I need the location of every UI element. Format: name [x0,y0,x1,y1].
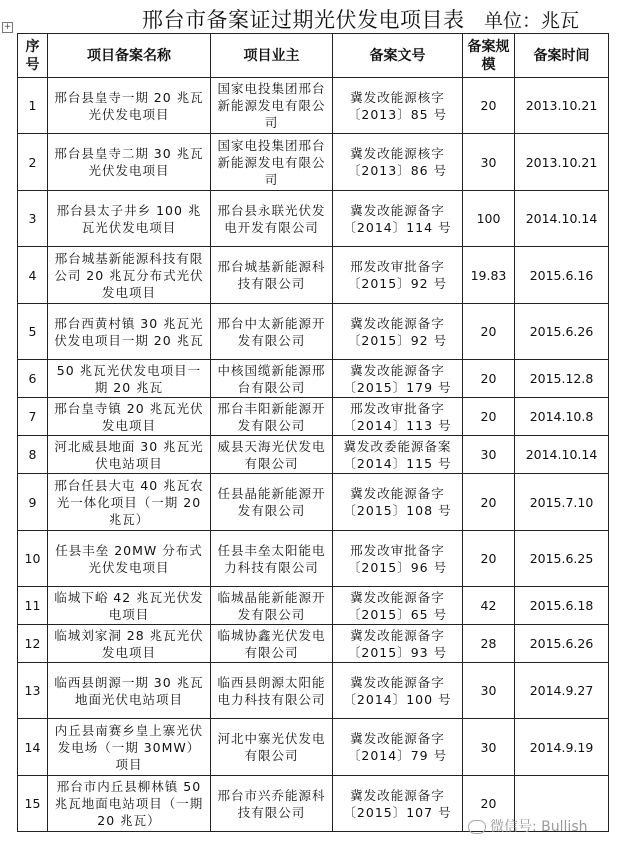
table-row [18,191,609,247]
page-title: 邢台市备案证过期光伏发电项目表 [142,8,465,32]
cell-doc: 冀发改能源备字〔2015〕108 号 [333,474,463,531]
cell-name: 内丘县南赛乡皇上寨光伏发电场（一期 30MW）项目 [48,719,211,776]
table-row [18,625,609,663]
cell-scale: 20 [463,78,515,134]
cell-doc: 冀发改能源备字〔2015〕65 号 [333,587,463,625]
cell-name: 邢台县太子井乡 100 兆瓦光伏发电项目 [48,191,211,247]
cell-owner: 任县晶能新能源开发有限公司 [211,474,333,531]
cell-name: 邢台市内丘县柳林镇 50 兆瓦地面电站项目（一期 20 兆瓦） [48,776,211,832]
table-row [18,304,609,360]
cell-date: 2015.6.18 [515,587,609,625]
cell-scale: 30 [463,719,515,776]
cell-name: 任县丰垒 20MW 分布式光伏发电项目 [48,531,211,587]
cell-name: 邢台西黄村镇 30 兆瓦光伏发电项目一期 20 兆瓦 [48,304,211,360]
cell-seq: 7 [18,398,48,436]
cell-scale: 20 [463,531,515,587]
cell-date: 2015.6.26 [515,304,609,360]
cell-owner: 邢台市兴乔能源科技有限公司 [211,776,333,832]
cell-seq: 5 [18,304,48,360]
cell-name: 邢台县皇寺二期 30 兆瓦光伏发电项目 [48,134,211,191]
table-row [18,531,609,587]
cell-date: 2014.10.8 [515,398,609,436]
cell-owner: 河北中寨光伏发电有限公司 [211,719,333,776]
cell-scale: 20 [463,398,515,436]
cell-date: 2014.9.19 [515,719,609,776]
cell-doc: 冀发改能源备字〔2015〕179 号 [333,360,463,398]
cell-owner: 邢台中太新能源开发有限公司 [211,304,333,360]
cell-doc: 冀发改能源备字〔2014〕79 号 [333,719,463,776]
cell-seq: 1 [18,78,48,134]
cell-owner: 临城协鑫光伏发电有限公司 [211,625,333,663]
cell-date: 2013.10.21 [515,78,609,134]
cell-owner: 任县丰垒太阳能电力科技有限公司 [211,531,333,587]
table-row [18,663,609,719]
cell-seq: 10 [18,531,48,587]
cell-doc: 冀发改能源备字〔2014〕114 号 [333,191,463,247]
cell-date: 2015.6.16 [515,247,609,304]
cell-owner: 临城晶能新能源开发有限公司 [211,587,333,625]
cell-date: 2013.10.21 [515,134,609,191]
cell-scale: 30 [463,134,515,191]
cell-doc: 冀发改能源备字〔2014〕100 号 [333,663,463,719]
cell-scale: 20 [463,360,515,398]
table-move-handle-icon[interactable]: + [3,22,12,32]
cell-name: 河北威县地面 30 兆瓦光伏电站项目 [48,436,211,474]
cell-doc: 冀发改能源核字〔2013〕86 号 [333,134,463,191]
table-row [18,398,609,436]
cell-name: 临城刘家洞 28 兆瓦光伏发电项目 [48,625,211,663]
cell-owner: 中核国缆新能源邢台有限公司 [211,360,333,398]
cell-name: 邢台皇寺镇 20 兆瓦光伏发电项目 [48,398,211,436]
cell-owner: 临西县朗源太阳能电力科技有限公司 [211,663,333,719]
cell-owner: 邢台县永联光伏发电开发有限公司 [211,191,333,247]
cell-scale: 20 [463,304,515,360]
cell-doc: 冀发改能源备字〔2015〕107 号 [333,776,463,832]
cell-date: 2015.6.25 [515,531,609,587]
cell-scale: 100 [463,191,515,247]
cell-name: 邢台城基新能源科技有限公司 20 兆瓦分布式光伏发电项目 [48,247,211,304]
table-row [18,474,609,531]
cell-doc: 冀发改能源备字〔2015〕93 号 [333,625,463,663]
cell-doc: 冀发改能源备字〔2015〕92 号 [333,304,463,360]
cell-doc: 邢发改审批备字〔2014〕113 号 [333,398,463,436]
cell-seq: 8 [18,436,48,474]
table-row [18,247,609,304]
header-doc: 备案文号 [333,34,463,78]
cell-seq: 13 [18,663,48,719]
cell-owner: 国家电投集团邢台新能源发电有限公司 [211,134,333,191]
unit-label: 单位：兆瓦 [484,10,580,32]
cell-owner: 威县天海光伏发电有限公司 [211,436,333,474]
cell-scale: 20 [463,776,515,832]
table-row [18,78,609,134]
cell-seq: 14 [18,719,48,776]
cell-scale: 30 [463,663,515,719]
cell-name: 临城下峪 42 兆瓦光伏发电项目 [48,587,211,625]
cell-seq: 6 [18,360,48,398]
header-scale: 备案规模 [463,34,515,78]
cell-doc: 邢发改审批备字〔2015〕96 号 [333,531,463,587]
table-row [18,436,609,474]
cell-name: 50 兆瓦光伏发电项目一期 20 兆瓦 [48,360,211,398]
table-row [18,587,609,625]
cell-scale: 30 [463,436,515,474]
wechat-icon [468,820,486,834]
watermark [468,816,587,836]
cell-seq: 11 [18,587,48,625]
cell-date: 2015.6.26 [515,625,609,663]
cell-name: 邢台县皇寺一期 20 兆瓦光伏发电项目 [48,78,211,134]
cell-scale: 19.83 [463,247,515,304]
cell-doc: 邢发改审批备字〔2015〕92 号 [333,247,463,304]
title-bar [0,0,620,34]
cell-seq: 12 [18,625,48,663]
table-row [18,719,609,776]
cell-doc: 冀发改能源核字〔2013〕85 号 [333,78,463,134]
cell-scale: 28 [463,625,515,663]
cell-scale: 20 [463,474,515,531]
cell-seq: 15 [18,776,48,832]
cell-date: 2014.9.27 [515,663,609,719]
cell-date: 2015.12.8 [515,360,609,398]
cell-date: 2014.10.14 [515,436,609,474]
header-owner: 项目业主 [211,34,333,78]
cell-seq: 3 [18,191,48,247]
header-name: 项目备案名称 [48,34,211,78]
watermark-text: 微信号: Bullish [490,819,588,835]
cell-date: 2014.10.14 [515,191,609,247]
projects-table [17,33,609,832]
table-header-row [18,34,609,78]
cell-date: 2015.7.10 [515,474,609,531]
header-date: 备案时间 [515,34,609,78]
cell-owner: 邢台城基新能源科技有限公司 [211,247,333,304]
cell-scale: 42 [463,587,515,625]
cell-name: 临西县朗源一期 30 兆瓦地面光伏电站项目 [48,663,211,719]
table-row [18,360,609,398]
cell-owner: 邢台丰阳新能源开发有限公司 [211,398,333,436]
table-row [18,134,609,191]
header-seq: 序号 [18,34,48,78]
cell-seq: 9 [18,474,48,531]
cell-seq: 4 [18,247,48,304]
cell-doc: 冀发改委能源备案〔2014〕115 号 [333,436,463,474]
cell-name: 邢台任县大屯 40 兆瓦农光一体化项目（一期 20 兆瓦） [48,474,211,531]
cell-owner: 国家电投集团邢台新能源发电有限公司 [211,78,333,134]
cell-seq: 2 [18,134,48,191]
